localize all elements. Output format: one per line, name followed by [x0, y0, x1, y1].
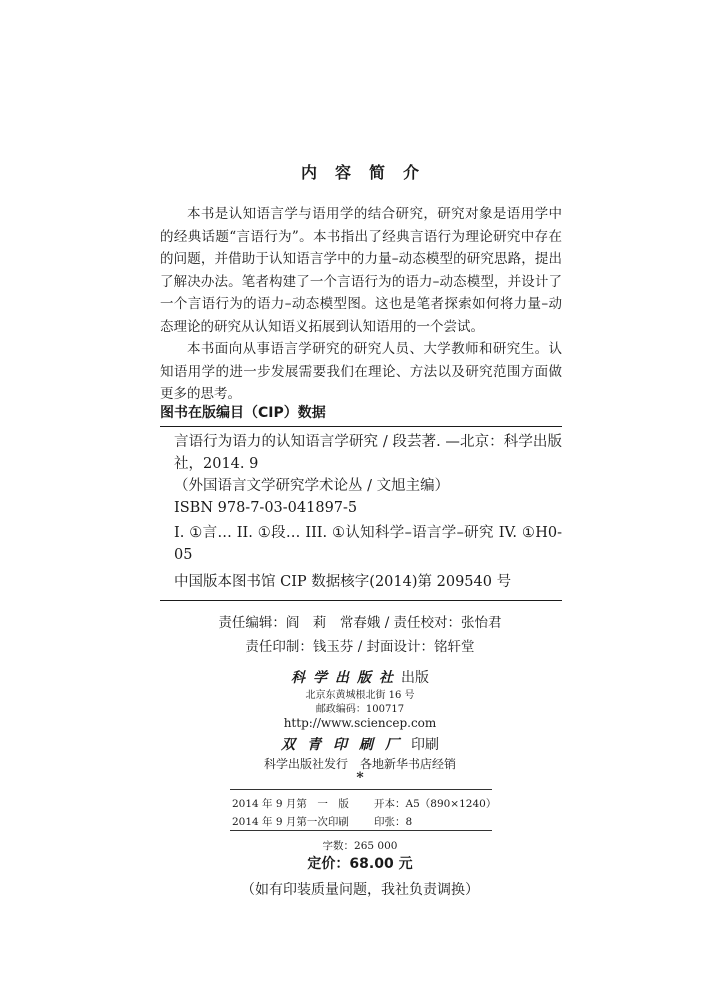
publisher-postcode: 邮政编码：100717	[315, 704, 405, 715]
publisher-address: 北京东黄城根北街 16 号	[305, 690, 415, 701]
summary-paragraph: 本书面向从事语言学研究的研究人员、大学教师和研究生。认知语用学的进一步发展需要我们在理论、方法以及研究范围方面做更多的思考。	[160, 341, 562, 402]
format: 开本：A5（890×1240）	[374, 798, 497, 810]
first-printing: 2014 年 9 月第一次印刷	[232, 816, 349, 828]
cip-classification	[174, 522, 562, 566]
cip-record	[174, 571, 562, 593]
quality-notice: （如有印装质量问题，我社负责调换）	[241, 882, 479, 898]
cip-heading: 图书在版编目（CIP）数据	[160, 405, 326, 421]
edition-line	[232, 796, 497, 811]
printer-suffix: 印刷	[411, 737, 439, 753]
cip-title-line	[174, 431, 562, 475]
summary-title: 内容简介	[300, 163, 437, 182]
credits-editors: 责任编辑：阎 莉 常春娥 / 责任校对：张怡君	[218, 615, 502, 631]
cip-title-text: 言语行为语力的认知语言学研究 / 段芸著. —北京：科学出版社，2014. 9	[174, 434, 562, 472]
word-count: 字数：265 000	[322, 840, 398, 852]
cip-isbn	[174, 497, 562, 519]
publisher-url: http://www.sciencep.com	[283, 716, 437, 730]
cip-series-line	[174, 475, 562, 497]
credits-production: 责任印制：钱玉芬 / 封面设计：铭轩堂	[245, 639, 475, 655]
printer-name: 双青印刷厂	[281, 737, 411, 753]
star-separator: *	[356, 770, 364, 786]
cip-series-text: （外国语言文学研究学术论丛 / 文旭主编）	[174, 478, 450, 494]
printer-line	[0, 734, 720, 754]
isbn-text: ISBN 978-7-03-041897-5	[174, 500, 358, 516]
classification-text: I. ①言… II. ①段… III. ①认知科学–语言学–研究 IV. ①H0-05	[174, 525, 562, 563]
publisher-line	[0, 667, 720, 687]
publisher-name: 科学出版社	[291, 670, 401, 686]
summary-paragraph: 本书是认知语言学与语用学的结合研究，研究对象是语用学中的经典话题“言语行为”。本书指出了经典言语行为理论研究中存在的问题，并借助于认知语言学中的力量–动态模型的研究思路，提出了解决办法。笔者构建了一个言语行为的语力–动态模型，并设计了一个言语行为的语力–动态模型图。这也是笔者探索如何将力量–动态理论的研究从认知语义拓展到认知语用的一个尝试。	[160, 206, 562, 335]
distribution-line: 科学出版社发行 各地新华书店经销	[263, 757, 456, 771]
divider	[230, 830, 492, 831]
sheets: 印张：8	[374, 816, 413, 828]
summary-body	[160, 203, 562, 406]
divider	[230, 789, 492, 790]
cip-record-text: 中国版本图书馆 CIP 数据核字(2014)第 209540 号	[174, 574, 512, 590]
first-edition: 2014 年 9 月第 一 版	[232, 798, 349, 810]
printing-line	[232, 814, 413, 829]
divider	[160, 426, 562, 427]
price: 定价：68.00 元	[307, 856, 413, 872]
divider	[160, 600, 562, 601]
publisher-suffix: 出版	[401, 670, 429, 686]
